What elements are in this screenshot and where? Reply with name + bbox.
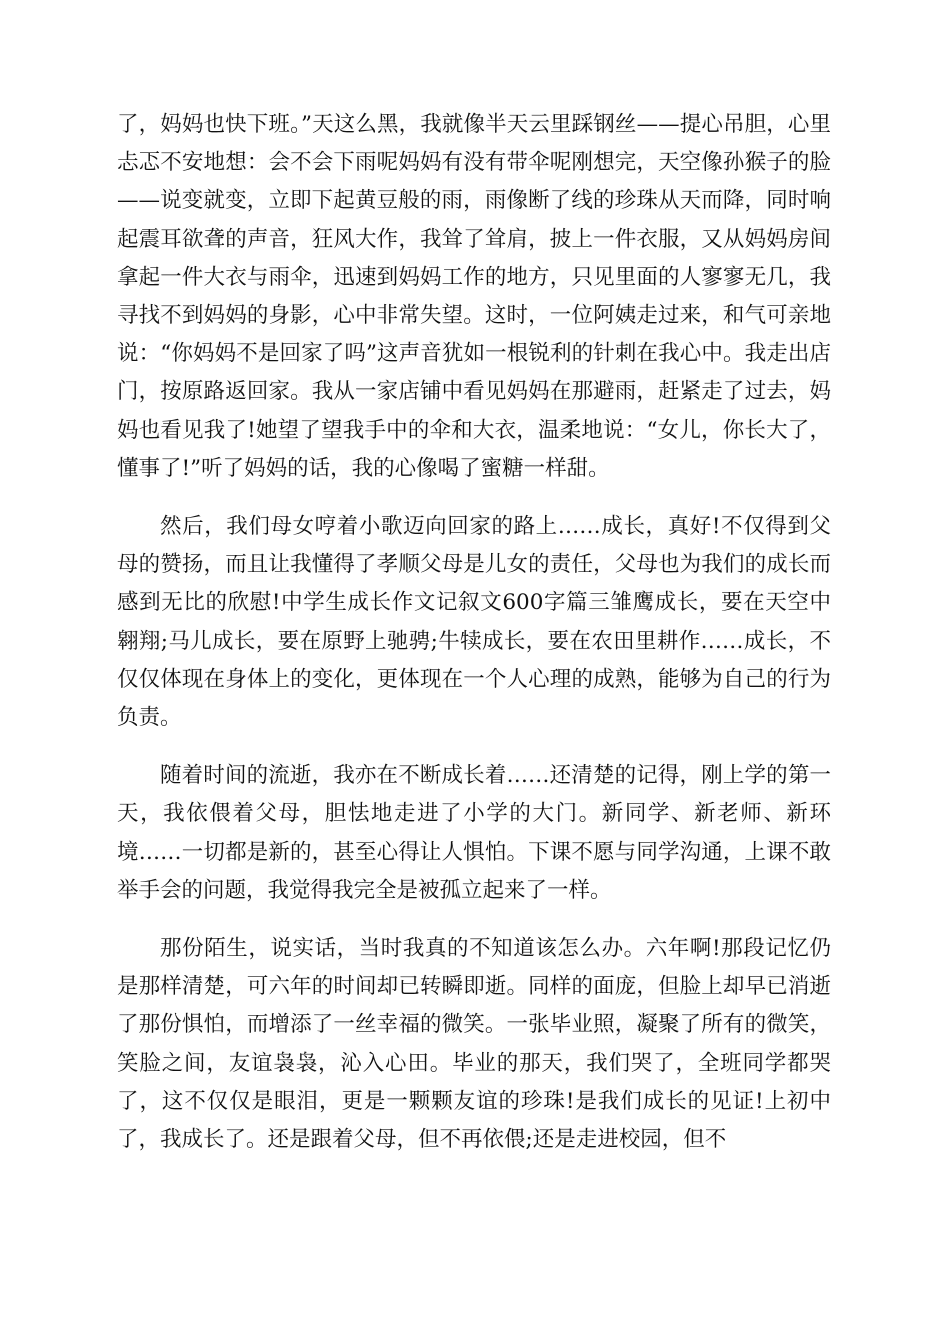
paragraph-2: 然后，我们母女哼着小歌迈向回家的路上……成长，真好!不仅得到父母的赞扬，而且让我懂得了孝顺父母是儿女的责任，父母也为我们的成长而感到无比的欣慰!中学生成长作文记叙文600字篇三雏鹰成长，要在天空中翱翔;马儿成长，要在原野上驰骋;牛犊成长，要在农田里耕作……成长，不仅仅体现在身体上的变化，更体现在一个人心理的成熟，能够为自己的行为负责。 xyxy=(117,514,831,731)
paragraph-1: 了，妈妈也快下班。”天这么黑，我就像半天云里踩钢丝——提心吊胆，心里忐忑不安地想：会不会下雨呢妈妈有没有带伞呢刚想完，天空像孙猴子的脸——说变就变，立即下起黄豆般的雨，雨像断了线的珍珠从天而降，同时响起震耳欲聋的声音，狂风大作，我耸了耸肩，披上一件衣服，又从妈妈房间拿起一件大衣与雨伞，迅速到妈妈工作的地方，只见里面的人寥寥无几，我寻找不到妈妈的身影，心中非常失望。这时，一位阿姨走过来，和气可亲地说：“你妈妈不是回家了吗”这声音犹如一根锐利的针刺在我心中。我走出店门，按原路返回家。我从一家店铺中看见妈妈在那避雨，赶紧走了过去，妈妈也看见我了!她望了望我手中的伞和大衣，温柔地说：“女儿，你长大了，懂事了!”听了妈妈的话，我的心像喝了蜜糖一样甜。 xyxy=(117,112,831,481)
paragraph-3: 随着时间的流逝，我亦在不断成长着……还清楚的记得，刚上学的第一天，我依偎着父母，胆怯地走进了小学的大门。新同学、新老师、新环境……一切都是新的，甚至心得让人惧怕。下课不愿与同学沟通，上课不敢举手会的问题，我觉得我完全是被孤立起来了一样。 xyxy=(117,763,831,903)
document-body xyxy=(117,106,831,1159)
paragraph-4: 那份陌生，说实话，当时我真的不知道该怎么办。六年啊!那段记忆仍是那样清楚，可六年的时间却已转瞬即逝。同样的面庞，但脸上却早已消逝了那份惧怕，而增添了一丝幸福的微笑。一张毕业照，凝聚了所有的微笑，笑脸之间，友谊袅袅，沁入心田。毕业的那天，我们哭了，全班同学都哭了，这不仅仅是眼泪，更是一颗颗友谊的珍珠!是我们成长的见证!上初中了，我成长了。还是跟着父母，但不再依偎;还是走进校园，但不 xyxy=(117,936,831,1153)
